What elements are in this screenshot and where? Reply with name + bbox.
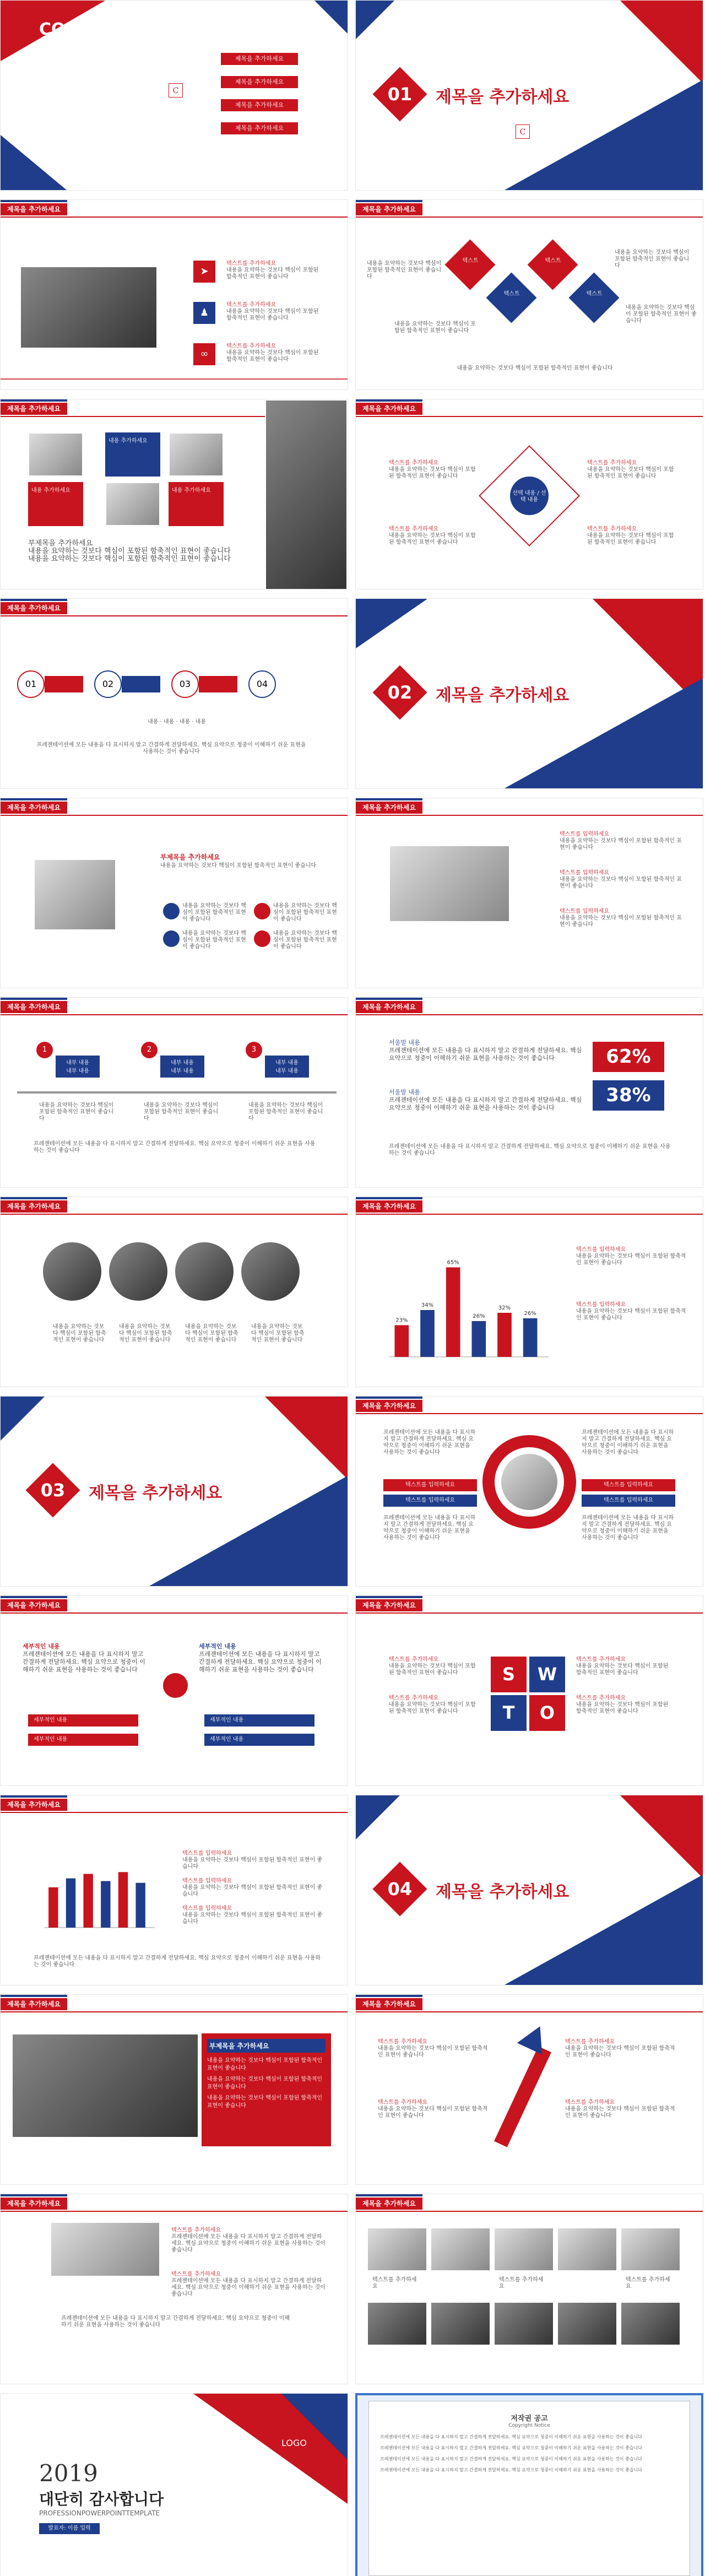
red-corner bbox=[620, 1, 703, 83]
dot-row: 내용 · 내용 · 내용 · 내용 bbox=[148, 719, 206, 725]
slide-tag: 제목을 추가하세요 bbox=[356, 403, 422, 415]
copyright-card: 저작권 공고 Copyright Notice 프레젠테이션에 모든 내용을 다 표시하지 말고 간결하게 전달하세요. 핵심 요약으로 청중이 이해하기 쉬운 표현을 사용하는 것이 좋습니다 프레젠테이션에 모든 내용을 다 표시하지 말고 간결하게 전달하세요. 핵심 요약으로 청중이 이해하기 쉬운 표현을 사용하는 것이 좋습니다 프레젠테이션에 모든 내용을 다 표시하지 말고 간결하게 전달하세요. 핵심 요약으로 청중이 이해하기 쉬운 표현을 사용하는 것이 좋습니다 프레젠테이션에 모든 내용을 다 표시하지 말고 간결하게 전달하세요. 핵심 요약으로 청중이 이해하기 쉬운 표현을 사용하는 것이 좋습니다 bbox=[368, 2401, 690, 2576]
hand-photo bbox=[34, 859, 116, 930]
rule bbox=[1, 615, 348, 616]
bar-5 bbox=[118, 1872, 128, 1928]
bar-1 bbox=[48, 1887, 58, 1928]
slide-percent[interactable]: 제목을 추가하세요 서울말 내용 프레젠테이션에 모든 내용을 다 표시하지 말고 간결하게 전달하세요. 핵심 요약으로 청중이 이해하기 쉬운 표현을 사용하는 것이 좋습니다 서울말 내용 프레젠테이션에 모든 내용을 다 표시하지 말고 간결하게 전달하세요. 핵심 요약으로 청중이 이해하기 쉬운 표현을 사용하는 것이 좋습니다 62% 38% 프레젠테이션에 모든 내용을 다 표시하지 말고 간결하게 전달하세요. 핵심 요약으로 청중이 이해하기 쉬운 표현을 사용하는 것이 좋습니다 bbox=[355, 997, 703, 1188]
block-2: 서울말 내용 프레젠테이션에 모든 내용을 다 표시하지 말고 간결하게 전달하세요. 핵심 요약으로 청중이 이해하기 쉬운 표현을 사용하는 것이 좋습니다 bbox=[389, 1089, 582, 1111]
slide-tag: 제목을 추가하세요 bbox=[1, 403, 67, 415]
bar-5 bbox=[497, 1313, 512, 1357]
section-title: 제목을 추가하세요 bbox=[436, 1882, 570, 1902]
copyright-sub: Copyright Notice bbox=[508, 2423, 550, 2428]
diamond-label-2: 텍스트 bbox=[545, 258, 561, 264]
rule-bottom bbox=[1, 378, 348, 380]
bar-3 bbox=[446, 1268, 460, 1357]
content-item-3[interactable]: 제목을 추가하세요 bbox=[221, 99, 298, 111]
logo-mark: C bbox=[516, 125, 530, 139]
slide-section-03[interactable] bbox=[0, 1396, 348, 1587]
thanks-title: 대단히 감사합니다 bbox=[39, 2490, 164, 2508]
legend-1: 텍스트를 입력하세요 내용을 요약하는 것보다 핵심이 포함된 함축적인 표현이 좋습니다 bbox=[576, 1247, 686, 1266]
photo-1 bbox=[28, 432, 83, 477]
subtitle: PROFESSIONPOWERPOINTTEMPLATE bbox=[39, 2509, 160, 2517]
slide-center-diamond[interactable] bbox=[355, 399, 703, 589]
arrow-1 bbox=[45, 676, 83, 692]
swot-left-2: 텍스트를 추가하세요 내용을 요약하는 것보다 핵심이 포함된 함축적인 표현이 좋습니다 bbox=[389, 1695, 476, 1714]
arrow-3 bbox=[199, 676, 237, 692]
logo-text: LOGO bbox=[281, 2438, 307, 2448]
bar-chart-1 bbox=[378, 1230, 554, 1368]
circle-photo-2 bbox=[108, 1241, 169, 1302]
label-right-2: 텍스트를 입력하세요 bbox=[582, 1495, 675, 1507]
diamond-label-1: 텍스트 bbox=[462, 258, 479, 264]
subtext-2: 텍스트를 추가하세요 프레젠테이션에 모든 내용을 다 표시하지 말고 간결하게 전달하세요. 핵심 요약으로 청중이 이해하기 쉬운 표현을 사용하는 것이 좋습니다 bbox=[171, 2271, 326, 2297]
slide-copyright[interactable] bbox=[355, 2393, 703, 2576]
box-2: 내부 내용 내부 내용 bbox=[160, 1056, 204, 1078]
box-1: 내부 내용 내부 내용 bbox=[56, 1056, 100, 1078]
arrow-icon: ➤ bbox=[200, 266, 209, 277]
text-4: 텍스트를 추가하세요 내용을 요약하는 것보다 핵심이 포함된 함축적인 표현이 좋습니다 bbox=[565, 2099, 675, 2119]
section-number: 04 bbox=[387, 1879, 413, 1899]
section-number: 01 bbox=[387, 84, 413, 105]
swot-left-1: 텍스트를 추가하세요 내용을 요약하는 것보다 핵심이 포함된 함축적인 표현이 좋습니다 bbox=[389, 1657, 476, 1676]
icon-box-3 bbox=[193, 343, 215, 365]
red-panel: 부제목을 추가하세요 내용을 요약하는 것보다 핵심이 포함된 함축적인 표현이 좋습니다 내용을 요약하는 것보다 핵심이 포함된 함축적인 표현이 좋습니다 내용을 요약하는 것보다 핵심이 포함된 함축적인 표현이 좋습니다 bbox=[202, 2033, 331, 2146]
red-box-2: 내용 추가하세요 bbox=[169, 482, 224, 526]
item-3: 텍스트를 입력하세요 내용을 요약하는 것보다 핵심이 포함된 함축적인 표현이 좋습니다 bbox=[560, 908, 682, 928]
slide-section-04[interactable] bbox=[355, 1795, 703, 1985]
slide-section-02[interactable] bbox=[355, 598, 703, 789]
slide-photo-icons[interactable] bbox=[0, 199, 348, 390]
circle-photo-1 bbox=[42, 1241, 102, 1302]
red-box-1: 내용 추가하세요 bbox=[28, 482, 83, 526]
swot-right-2: 텍스트를 추가하세요 내용을 요약하는 것보다 핵심이 포함된 함축적인 표현이 좋습니다 bbox=[576, 1695, 669, 1714]
timeline-bar bbox=[17, 1091, 337, 1094]
corner-text-3: 텍스트를 추가하세요 내용을 요약하는 것보다 핵심이 포함된 함축적인 표현이 좋습니다 bbox=[389, 526, 476, 545]
slide-growth-arrow[interactable]: 제목을 추가하세요 텍스트를 추가하세요 내용을 요약하는 것보다 핵심이 포함된 함축적인 표현이 좋습니다 텍스트를 추가하세요 내용을 요약하는 것보다 핵심이 포함된 함축적인 표현이 좋습니다 텍스트를 추가하세요 내용을 요약하는 것보다 핵심이 포함된 함축적인 표현이 좋습니다 텍스트를 추가하세요 내용을 요약하는 것보다 핵심이 포함된 함축적인 표현이 좋습니다 bbox=[355, 1994, 703, 2185]
circle-photo-4 bbox=[240, 1241, 301, 1302]
swot-w: W bbox=[529, 1657, 565, 1692]
pct-blue: 38% bbox=[593, 1080, 664, 1111]
content-item-2[interactable]: 제목을 추가하세요 bbox=[221, 76, 298, 88]
item-2: 텍스트를 입력하세요 내용을 요약하는 것보다 핵심이 포함된 함축적인 표현이 좋습니다 bbox=[182, 1878, 323, 1897]
laptop-photo bbox=[389, 845, 510, 922]
corner-text-1: 텍스트를 추가하세요 내용을 요약하는 것보다 핵심이 포함된 함축적인 표현이 좋습니다 bbox=[389, 460, 476, 479]
year: 2019 bbox=[39, 2460, 98, 2487]
bar-6 bbox=[523, 1318, 538, 1357]
swot-right-1: 텍스트를 추가하세요 내용을 요약하는 것보다 핵심이 포함된 함축적인 표현이 좋습니다 bbox=[576, 1657, 669, 1676]
icon-3 bbox=[163, 930, 180, 947]
item-3: 텍스트를 입력하세요 내용을 요약하는 것보다 핵심이 포함된 함축적인 표현이 좋습니다 bbox=[182, 1906, 323, 1925]
ring-photo bbox=[500, 1453, 558, 1511]
slide-circles[interactable]: 제목을 추가하세요 내용을 요약하는 것보다 핵심이 포함된 함축적인 표현이 좋습니다 내용을 요약하는 것보다 핵심이 포함된 함축적인 표현이 좋습니다 내용을 요약하는 것보다 핵심이 포함된 함축적인 표현이 좋습니다 내용을 요약하는 것보다 핵심이 포함된 함축적인 표현이 좋습니다 bbox=[0, 1197, 348, 1387]
subtext: 텍스트를 추가하세요 프레젠테이션에 모든 내용을 다 표시하지 말고 간결하게 전달하세요. 핵심 요약으로 청중이 이해하기 쉬운 표현을 사용하는 것이 좋습니다 bbox=[171, 2227, 326, 2253]
left-block: 세부적인 내용 프레젠테이션에 모든 내용을 다 표시하지 말고 간결하게 전달하세요. 핵심 요약으로 청중이 이해하기 쉬운 표현을 사용하는 것이 좋습니다 bbox=[23, 1643, 145, 1673]
photo-2 bbox=[169, 432, 224, 477]
swot-t: T bbox=[491, 1695, 527, 1731]
rule bbox=[356, 416, 703, 417]
arrow-shaft bbox=[494, 2046, 551, 2147]
slide-keyboard[interactable]: 제목을 추가하세요 텍스트를 추가하세요 프레젠테이션에 모든 내용을 다 표시하지 말고 간결하게 전달하세요. 핵심 요약으로 청중이 이해하기 쉬운 표현을 사용하는 것이 좋습니다 텍스트를 추가하세요 프레젠테이션에 모든 내용을 다 표시하지 말고 간결하게 전달하세요. 핵심 요약으로 청중이 이해하기 쉬운 표현을 사용하는 것이 좋습니다 프레젠테이션에 모든 내용을 다 표시하지 말고 간결하게 전달하세요. 핵심 요약으로 청중이 이해하기 쉬운 표현을 사용하는 것이 좋습니다 bbox=[0, 2194, 348, 2384]
center-label: 선택 내용 / 선택 내용 bbox=[512, 490, 546, 503]
diamond-3 bbox=[486, 273, 537, 323]
icon-2 bbox=[254, 903, 270, 919]
icon-box-2 bbox=[193, 302, 215, 324]
slide-diamonds[interactable] bbox=[355, 199, 703, 390]
bar-6 bbox=[135, 1883, 145, 1928]
bar-1 bbox=[395, 1325, 409, 1357]
circle-photo-3 bbox=[174, 1241, 235, 1302]
step-4: 04 bbox=[248, 670, 276, 698]
slide-swot[interactable]: 제목을 추가하세요 S W T O 텍스트를 추가하세요 내용을 요약하는 것보다 핵심이 포함된 함축적인 표현이 좋습니다 텍스트를 추가하세요 내용을 요약하는 것보다 핵심이 포함된 함축적인 표현이 좋습니다 텍스트를 추가하세요 내용을 요약하는 것보다 핵심이 포함된 함축적인 표현이 좋습니다 텍스트를 추가하세요 내용을 요약하는 것보다 핵심이 포함된 함축적인 표현이 좋습니다 bbox=[355, 1595, 703, 1786]
bar-chart-2 bbox=[34, 1839, 160, 1939]
step-1: 01 bbox=[17, 670, 45, 698]
content-item-4[interactable]: 제목을 추가하세요 bbox=[221, 122, 298, 134]
section-title: 제목을 추가하세요 bbox=[436, 88, 570, 107]
side-text-1: 내용을 요약하는 것보다 핵심이 포함된 함축적인 표현이 좋습니다 bbox=[367, 261, 442, 280]
item-1: 텍스트를 입력하세요 내용을 요약하는 것보다 핵심이 포함된 함축적인 표현이 좋습니다 bbox=[182, 1850, 323, 1870]
slide-ring[interactable]: 제목을 추가하세요 텍스트를 입력하세요 텍스트를 입력하세요 텍스트를 입력하세요 텍스트를 입력하세요 프레젠테이션에 모든 내용을 다 표시하지 말고 간결하게 전달하세요. 핵심 요약으로 청중이 이해하기 쉬운 표현을 사용하는 것이 좋습니다 프레젠테이션에 모든 내용을 다 표시하지 말고 간결하게 전달하세요. 핵심 요약으로 청중이 이해하기 쉬운 표현을 사용하는 것이 좋습니다 프레젠테이션에 모든 내용을 다 표시하지 말고 간결하게 전달하세요. 핵심 요약으로 청중이 이해하기 쉬운 표현을 사용하는 것이 좋습니다 프레젠테이션에 모든 내용을 다 표시하지 말고 간결하게 전달하세요. 핵심 요약으로 청중이 이해하기 쉬운 표현을 사용하는 것이 좋습니다 bbox=[355, 1396, 703, 1587]
blue-corner bbox=[314, 1, 348, 34]
item-text-3: 텍스트를 추가하세요 내용을 요약하는 것보다 핵심이 포함된 함축적인 표현이 좋습니다 bbox=[226, 343, 319, 362]
corner-text-4: 텍스트를 추가하세요 내용을 요약하는 것보다 핵심이 포함된 함축적인 표현이 좋습니다 bbox=[587, 526, 674, 545]
slide-photo-panel[interactable]: 제목을 추가하세요 부제목을 추가하세요 내용을 요약하는 것보다 핵심이 포함된 함축적인 표현이 좋습니다 내용을 요약하는 것보다 핵심이 포함된 함축적인 표현이 좋습니다 내용을 요약하는 것보다 핵심이 포함된 함축적인 표현이 좋습니다 bbox=[0, 1994, 348, 2185]
label-left-1: 텍스트를 입력하세요 bbox=[383, 1479, 477, 1491]
slide-section-01[interactable] bbox=[355, 0, 703, 191]
diamond-label-4: 텍스트 bbox=[586, 291, 603, 297]
presenter: 발표자: 이름 입력 bbox=[39, 2523, 100, 2534]
section-title: 제목을 추가하세요 bbox=[89, 1484, 223, 1503]
slide-tag: 제목을 추가하세요 bbox=[356, 203, 422, 215]
link-icon: ∞ bbox=[200, 348, 209, 360]
slide-hand-icons[interactable]: 제목을 추가하세요 부제목을 추가하세요 내용을 요약하는 것보다 핵심이 포함된 함축적인 표현이 좋습니다 내용을 요약하는 것보다 핵심이 포함된 함축적인 표현이 좋습니다 내용을 요약하는 것보다 핵심이 포함된 함축적인 표현이 좋습니다 내용을 요약하는 것보다 핵심이 포함된 함축적인 표현이 좋습니다 내용을 요약하는 것보다 핵심이 포함된 함축적인 표현이 좋습니다 bbox=[0, 798, 348, 988]
slide-tag: 제목을 추가하세요 bbox=[1, 203, 67, 215]
diamond-2 bbox=[528, 240, 578, 290]
step-2: 02 bbox=[94, 670, 122, 698]
corner-text-2: 텍스트를 추가하세요 내용을 요약하는 것보다 핵심이 포함된 함축적인 표현이 좋습니다 bbox=[587, 460, 674, 479]
slide-content[interactable] bbox=[0, 0, 348, 191]
paragraph: 부제목을 추가하세요 내용을 요약하는 것보다 핵심이 포함된 함축적인 표현이 좋습니다 내용을 요약하는 것보다 핵심이 포함된 함축적인 표현이 좋습니다 bbox=[28, 539, 231, 563]
block-1: 서울말 내용 프레젠테이션에 모든 내용을 다 표시하지 말고 간결하게 전달하세요. 핵심 요약으로 청중이 이해하기 쉬운 표현을 사용하는 것이 좋습니다 bbox=[389, 1039, 582, 1062]
pct-red: 62% bbox=[593, 1042, 664, 1072]
swot-s: S bbox=[491, 1657, 527, 1692]
diamond-4 bbox=[569, 273, 620, 323]
side-text-2: 내용을 요약하는 것보다 핵심이 포함된 함축적인 표현이 좋습니다 bbox=[615, 250, 690, 269]
text-2: 텍스트를 추가하세요 내용을 요약하는 것보다 핵심이 포함된 함축적인 표현이 좋습니다 bbox=[378, 2099, 488, 2119]
swot-o: O bbox=[529, 1695, 565, 1731]
bar-label-1: 23% bbox=[395, 1317, 408, 1324]
subhead: 부제목을 추가하세요 내용을 요약하는 것보다 핵심이 포함된 함축적인 표현이 좋습니다 bbox=[160, 853, 317, 869]
bar-label-6: 26% bbox=[524, 1311, 536, 1317]
content-list bbox=[221, 53, 298, 134]
rule bbox=[1, 217, 348, 218]
icon-4 bbox=[254, 930, 270, 947]
slide-chart-2[interactable]: 제목을 추가하세요 텍스트를 입력하세요 내용을 요약하는 것보다 핵심이 포함된 함축적인 표현이 좋습니다 텍스트를 입력하세요 내용을 요약하는 것보다 핵심이 포함된 함축적인 표현이 좋습니다 텍스트를 입력하세요 내용을 요약하는 것보다 핵심이 포함된 함축적인 표현이 좋습니다 프레젠테이션에 모든 내용을 다 표시하지 말고 간결하게 전달하세요. 핵심 요약으로 청중이 이해하기 쉬운 표현을 사용하는 것이 좋습니다 bbox=[0, 1795, 348, 1985]
bar-label-3: 65% bbox=[447, 1259, 459, 1266]
arrow-head bbox=[517, 2021, 552, 2055]
text-3: 텍스트를 추가하세요 내용을 요약하는 것보다 핵심이 포함된 함축적인 표현이 좋습니다 bbox=[565, 2039, 675, 2058]
legend-2: 텍스트를 입력하세요 내용을 요약하는 것보다 핵심이 포함된 함축적인 표현이 좋습니다 bbox=[576, 1302, 686, 1321]
diamond-1 bbox=[445, 240, 496, 290]
copyright-title: 저작권 공고 bbox=[511, 2415, 548, 2423]
office-photo bbox=[20, 266, 158, 349]
section-number: 03 bbox=[40, 1480, 66, 1501]
slide-grid-photos[interactable] bbox=[0, 399, 348, 589]
content-title: CONTENT bbox=[39, 20, 127, 39]
slide-timeline[interactable]: 제목을 추가하세요 1 2 3 내부 내용 내부 내용 내부 내용 내부 내용 내부 내용 내부 내용 내용을 요약하는 것보다 핵심이 포함된 함축적인 표현이 좋습니다 내용을 요약하는 것보다 핵심이 포함된 함축적인 표현이 좋습니다 내용을 요약하는 것보다 핵심이 포함된 함축적인 표현이 좋습니다 프레젠테이션에 모든 내용을 다 표시하지 말고 간결하게 전달하세요. 핵심 요약으로 청중이 이해하기 쉬운 표현을 사용하는 것이 좋습니다 bbox=[0, 997, 348, 1188]
bar-label-4: 26% bbox=[473, 1313, 485, 1319]
keyboard-photo bbox=[50, 2222, 160, 2277]
bar-3 bbox=[83, 1874, 93, 1928]
blue-bottom bbox=[1, 135, 67, 190]
label-left-2: 텍스트를 입력하세요 bbox=[383, 1495, 477, 1507]
blue-corner bbox=[356, 1, 394, 39]
blue-box-1: 내용 추가하세요 bbox=[105, 432, 160, 477]
bar-label-5: 32% bbox=[498, 1305, 511, 1311]
section-number: 02 bbox=[387, 682, 413, 703]
label-right-1: 텍스트를 입력하세요 bbox=[582, 1479, 675, 1491]
rule bbox=[356, 217, 703, 218]
slide-thanks[interactable] bbox=[0, 2393, 348, 2576]
paragraph: 프레젠테이션에 모든 내용을 다 표시하지 말고 간결하게 전달하세요. 핵심 요약으로 청중이 이해하기 쉬운 표현을 사용하는 것이 좋습니다 bbox=[36, 742, 306, 755]
bar-4 bbox=[101, 1881, 110, 1928]
section-title: 제목을 추가하세요 bbox=[436, 686, 570, 705]
box-3: 내부 내용 내부 내용 bbox=[265, 1056, 309, 1078]
icon-box-1 bbox=[193, 261, 215, 283]
slide-tag: 제목을 추가하세요 bbox=[1, 602, 67, 614]
item-2: 텍스트를 입력하세요 내용을 요약하는 것보다 핵심이 포함된 함축적인 표현이 좋습니다 bbox=[560, 870, 682, 889]
center-emblem bbox=[163, 1673, 188, 1698]
text-1: 텍스트를 추가하세요 내용을 요약하는 것보다 핵심이 포함된 함축적인 표현이 좋습니다 bbox=[378, 2039, 488, 2058]
slide-chart-1[interactable]: 제목을 추가하세요 23% 34% 65% 26% 32% 26% 텍스트를 입력하세요 내용을 요약하는 것보다 핵심이 포함된 함축적인 표현이 좋습니다 텍스트를 입력하세요 내용을 요약하는 것보다 핵심이 포함된 함축적인 표현이 좋습니다 bbox=[355, 1197, 703, 1387]
bar-label-2: 34% bbox=[421, 1302, 434, 1308]
step-3: 03 bbox=[171, 670, 199, 698]
item-1: 텍스트를 입력하세요 내용을 요약하는 것보다 핵심이 포함된 함축적인 표현이 좋습니다 bbox=[560, 831, 682, 851]
users-icon: ♟ bbox=[199, 307, 209, 318]
arrow-2 bbox=[122, 676, 160, 692]
slide-photo-grid[interactable]: 제목을 추가하세요 텍스트를 추가하세요 텍스트를 추가하세요 텍스트를 추가하세요 bbox=[355, 2194, 703, 2384]
bar-2 bbox=[420, 1310, 435, 1357]
side-text-3: 내용을 요약하는 것보다 핵심이 포함된 함축적인 표현이 좋습니다 bbox=[394, 321, 476, 334]
handshake-photo bbox=[265, 399, 348, 589]
item-text-1: 텍스트를 추가하세요 내용을 요약하는 것보다 핵심이 포함된 함축적인 표현이 좋습니다 bbox=[226, 261, 319, 280]
diamond-label-3: 텍스트 bbox=[503, 291, 520, 297]
bar-2 bbox=[66, 1879, 75, 1928]
right-block: 세부적인 내용 프레젠테이션에 모든 내용을 다 표시하지 말고 간결하게 전달하세요. 핵심 요약으로 청중이 이해하기 쉬운 표현을 사용하는 것이 좋습니다 bbox=[199, 1643, 322, 1673]
photo-3 bbox=[105, 482, 160, 526]
content-item-1[interactable]: 제목을 추가하세요 bbox=[221, 53, 298, 65]
building-photo bbox=[12, 2033, 199, 2138]
slide-arrows[interactable] bbox=[0, 598, 348, 789]
icon-1 bbox=[163, 903, 180, 919]
side-text-4: 내용을 요약하는 것보다 핵심이 포함된 함축적인 표현이 좋습니다 bbox=[626, 305, 697, 324]
bottom-text: 내용을 요약하는 것보다 핵심이 포함된 함축적인 표현이 좋습니다 bbox=[457, 365, 613, 371]
bar-4 bbox=[472, 1321, 486, 1357]
slide-details[interactable]: 제목을 추가하세요 세부적인 내용 프레젠테이션에 모든 내용을 다 표시하지 말고 간결하게 전달하세요. 핵심 요약으로 청중이 이해하기 쉬운 표현을 사용하는 것이 좋습니다 세부적인 내용 프레젠테이션에 모든 내용을 다 표시하지 말고 간결하게 전달하세요. 핵심 요약으로 청중이 이해하기 쉬운 표현을 사용하는 것이 좋습니다 세부적인 내용 세부적인 내용 세부적인 내용 세부적인 내용 bbox=[0, 1595, 348, 1786]
item-text-2: 텍스트를 추가하세요 내용을 요약하는 것보다 핵심이 포함된 함축적인 표현이 좋습니다 bbox=[226, 302, 319, 321]
slide-laptop[interactable]: 제목을 추가하세요 텍스트를 입력하세요 내용을 요약하는 것보다 핵심이 포함된 함축적인 표현이 좋습니다 텍스트를 입력하세요 내용을 요약하는 것보다 핵심이 포함된 함축적인 표현이 좋습니다 텍스트를 입력하세요 내용을 요약하는 것보다 핵심이 포함된 함축적인 표현이 좋습니다 bbox=[355, 798, 703, 988]
logo-mark: C bbox=[169, 83, 183, 98]
